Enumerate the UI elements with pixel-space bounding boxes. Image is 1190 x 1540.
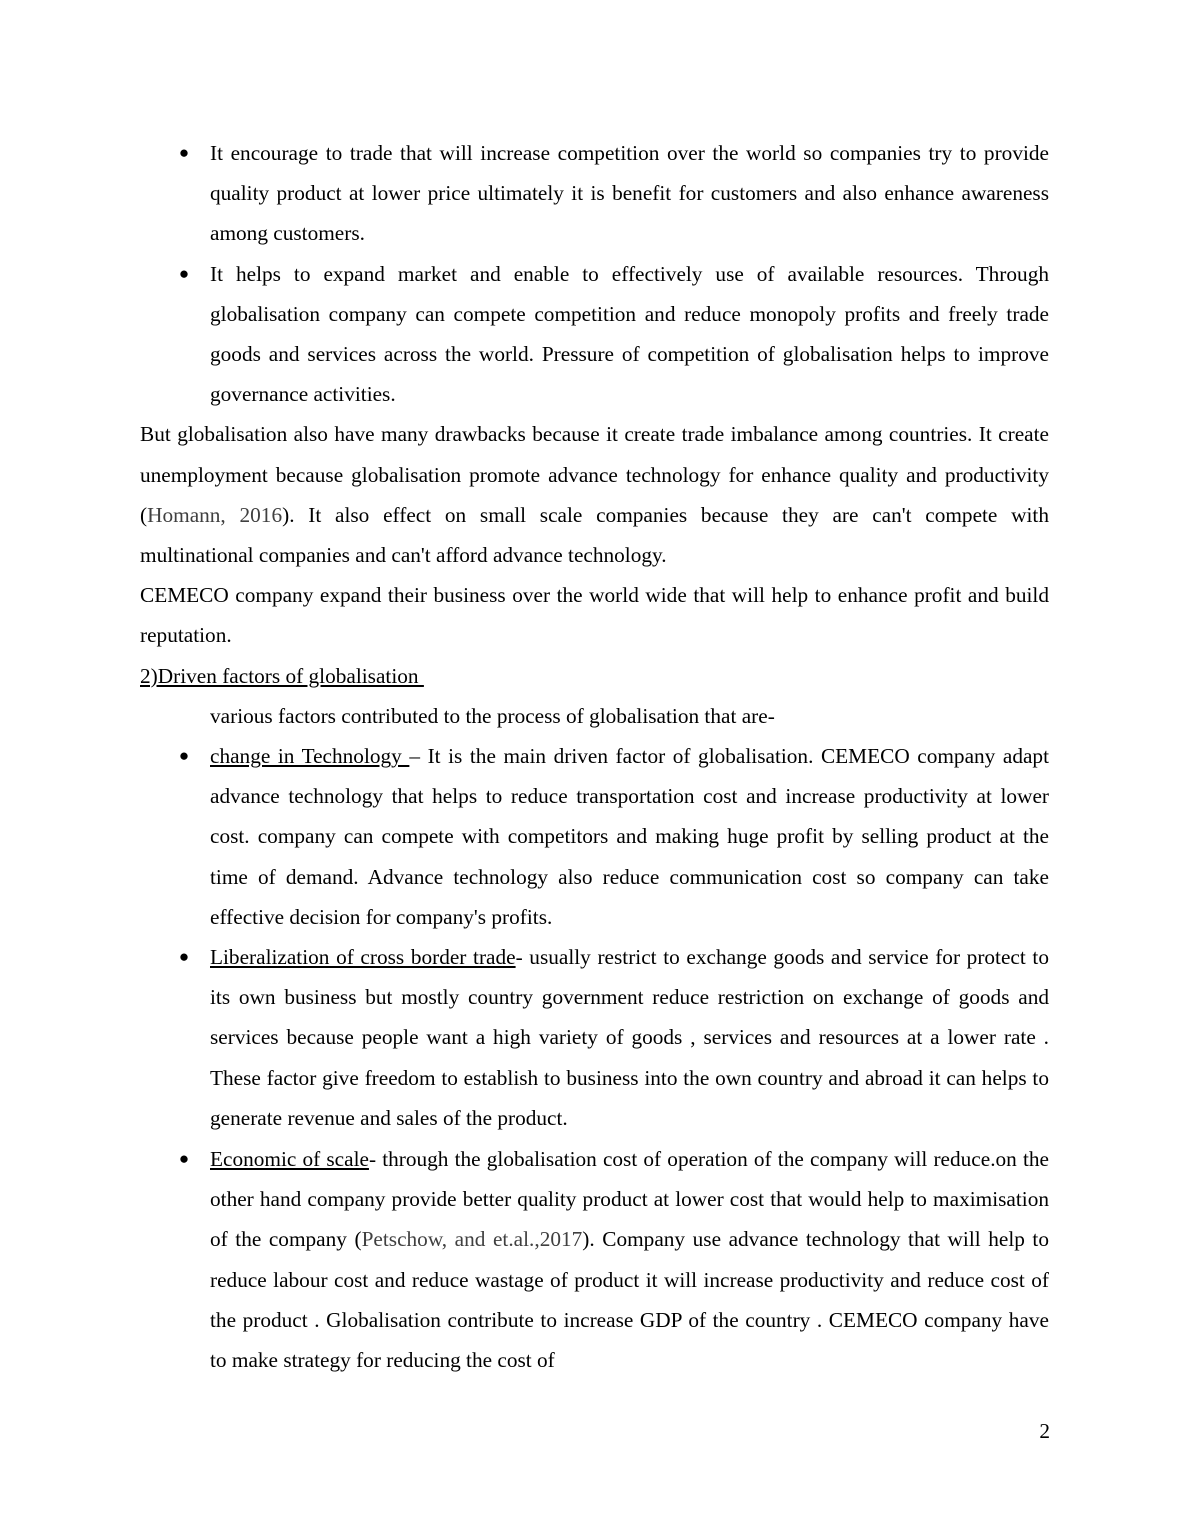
factor-title: Liberalization of cross border trade [210,945,516,970]
list-item [140,1139,1049,1380]
list-item [140,736,1049,937]
factor-text: ). Company use advance technology that will help to reduce labour cost and reduce wastage of product it will increase productivity and reduce cost of the product . Globalisation contribute to increase GDP of the country . CEMECO company have to make strategy for reducing the cost of [210,1227,1049,1373]
citation: Homann, 2016 [147,502,283,527]
factor-title: Economic of scale [210,1147,369,1172]
factor-text: - usually restrict to exchange goods and service for protect to its own business but mostly country government reduce restriction on exchange of goods and services because people want a high variety of goods , services and resources at a lower rate . These factor give freedom to establish to business into the own country and abroad it can helps to generate revenue and sales of the product. [210,945,1049,1130]
section-heading: 2)Driven factors of globalisation [140,663,424,688]
factor-text: - through the globalisation cost of operation of the company will reduce.on the other hand company provide better quality product at lower cost that would help to maximisation of the company ( [210,1147,1049,1252]
list-item [140,937,1049,1138]
paragraph-text: But globalisation also have many drawbacks because it create trade imbalance among countries. It create unemployment because globalisation promote advance technology for enhance quality and productivity ( [140,422,1049,527]
page-number: 2 [1039,1419,1050,1443]
drawbacks-paragraph [140,414,1049,575]
list-item [140,254,1049,415]
bullet-icon: ● [178,947,190,967]
paragraph-text: ). It also effect on small scale companies because they are can't compete with multinational companies and can't afford advance technology. [140,502,1049,568]
bullet-text: It encourage to trade that will increase competition over the world so companies try to provide quality product at lower price ultimately it is benefit for customers and also enhance awareness among customers. [210,141,1049,246]
section-intro: various factors contributed to the process of globalisation that are- [210,703,775,728]
factor-title: change in Technology [210,744,410,769]
factor-text: – It is the main driven factor of globalisation. CEMECO company adapt advance technology that helps to reduce transportation cost and increase productivity at lower cost. company can compete with competitors and making huge profit by selling product at the time of demand. Advance technology also reduce communication cost so company can take effective decision for company's profits. [210,744,1049,929]
bullet-icon: ● [178,1149,190,1169]
page-content [140,133,1049,1380]
factors-bullet-list [140,736,1049,1380]
cemeco-paragraph: CEMECO company expand their business over the world wide that will help to enhance profit and build reputation. [140,583,1049,648]
bullet-text: It helps to expand market and enable to effectively use of available resources. Through globalisation company can compete competition and reduce monopoly profits and freely trade goods and services across the world. Pressure of competition of globalisation helps to improve governance activities. [210,261,1049,407]
list-item [140,133,1049,254]
citation: Petschow, and et.al.,2017 [361,1227,583,1252]
bullet-icon: ● [178,746,190,766]
bullet-icon: ● [178,263,190,283]
bullet-icon: ● [178,143,190,162]
benefits-bullet-list [140,133,1049,414]
